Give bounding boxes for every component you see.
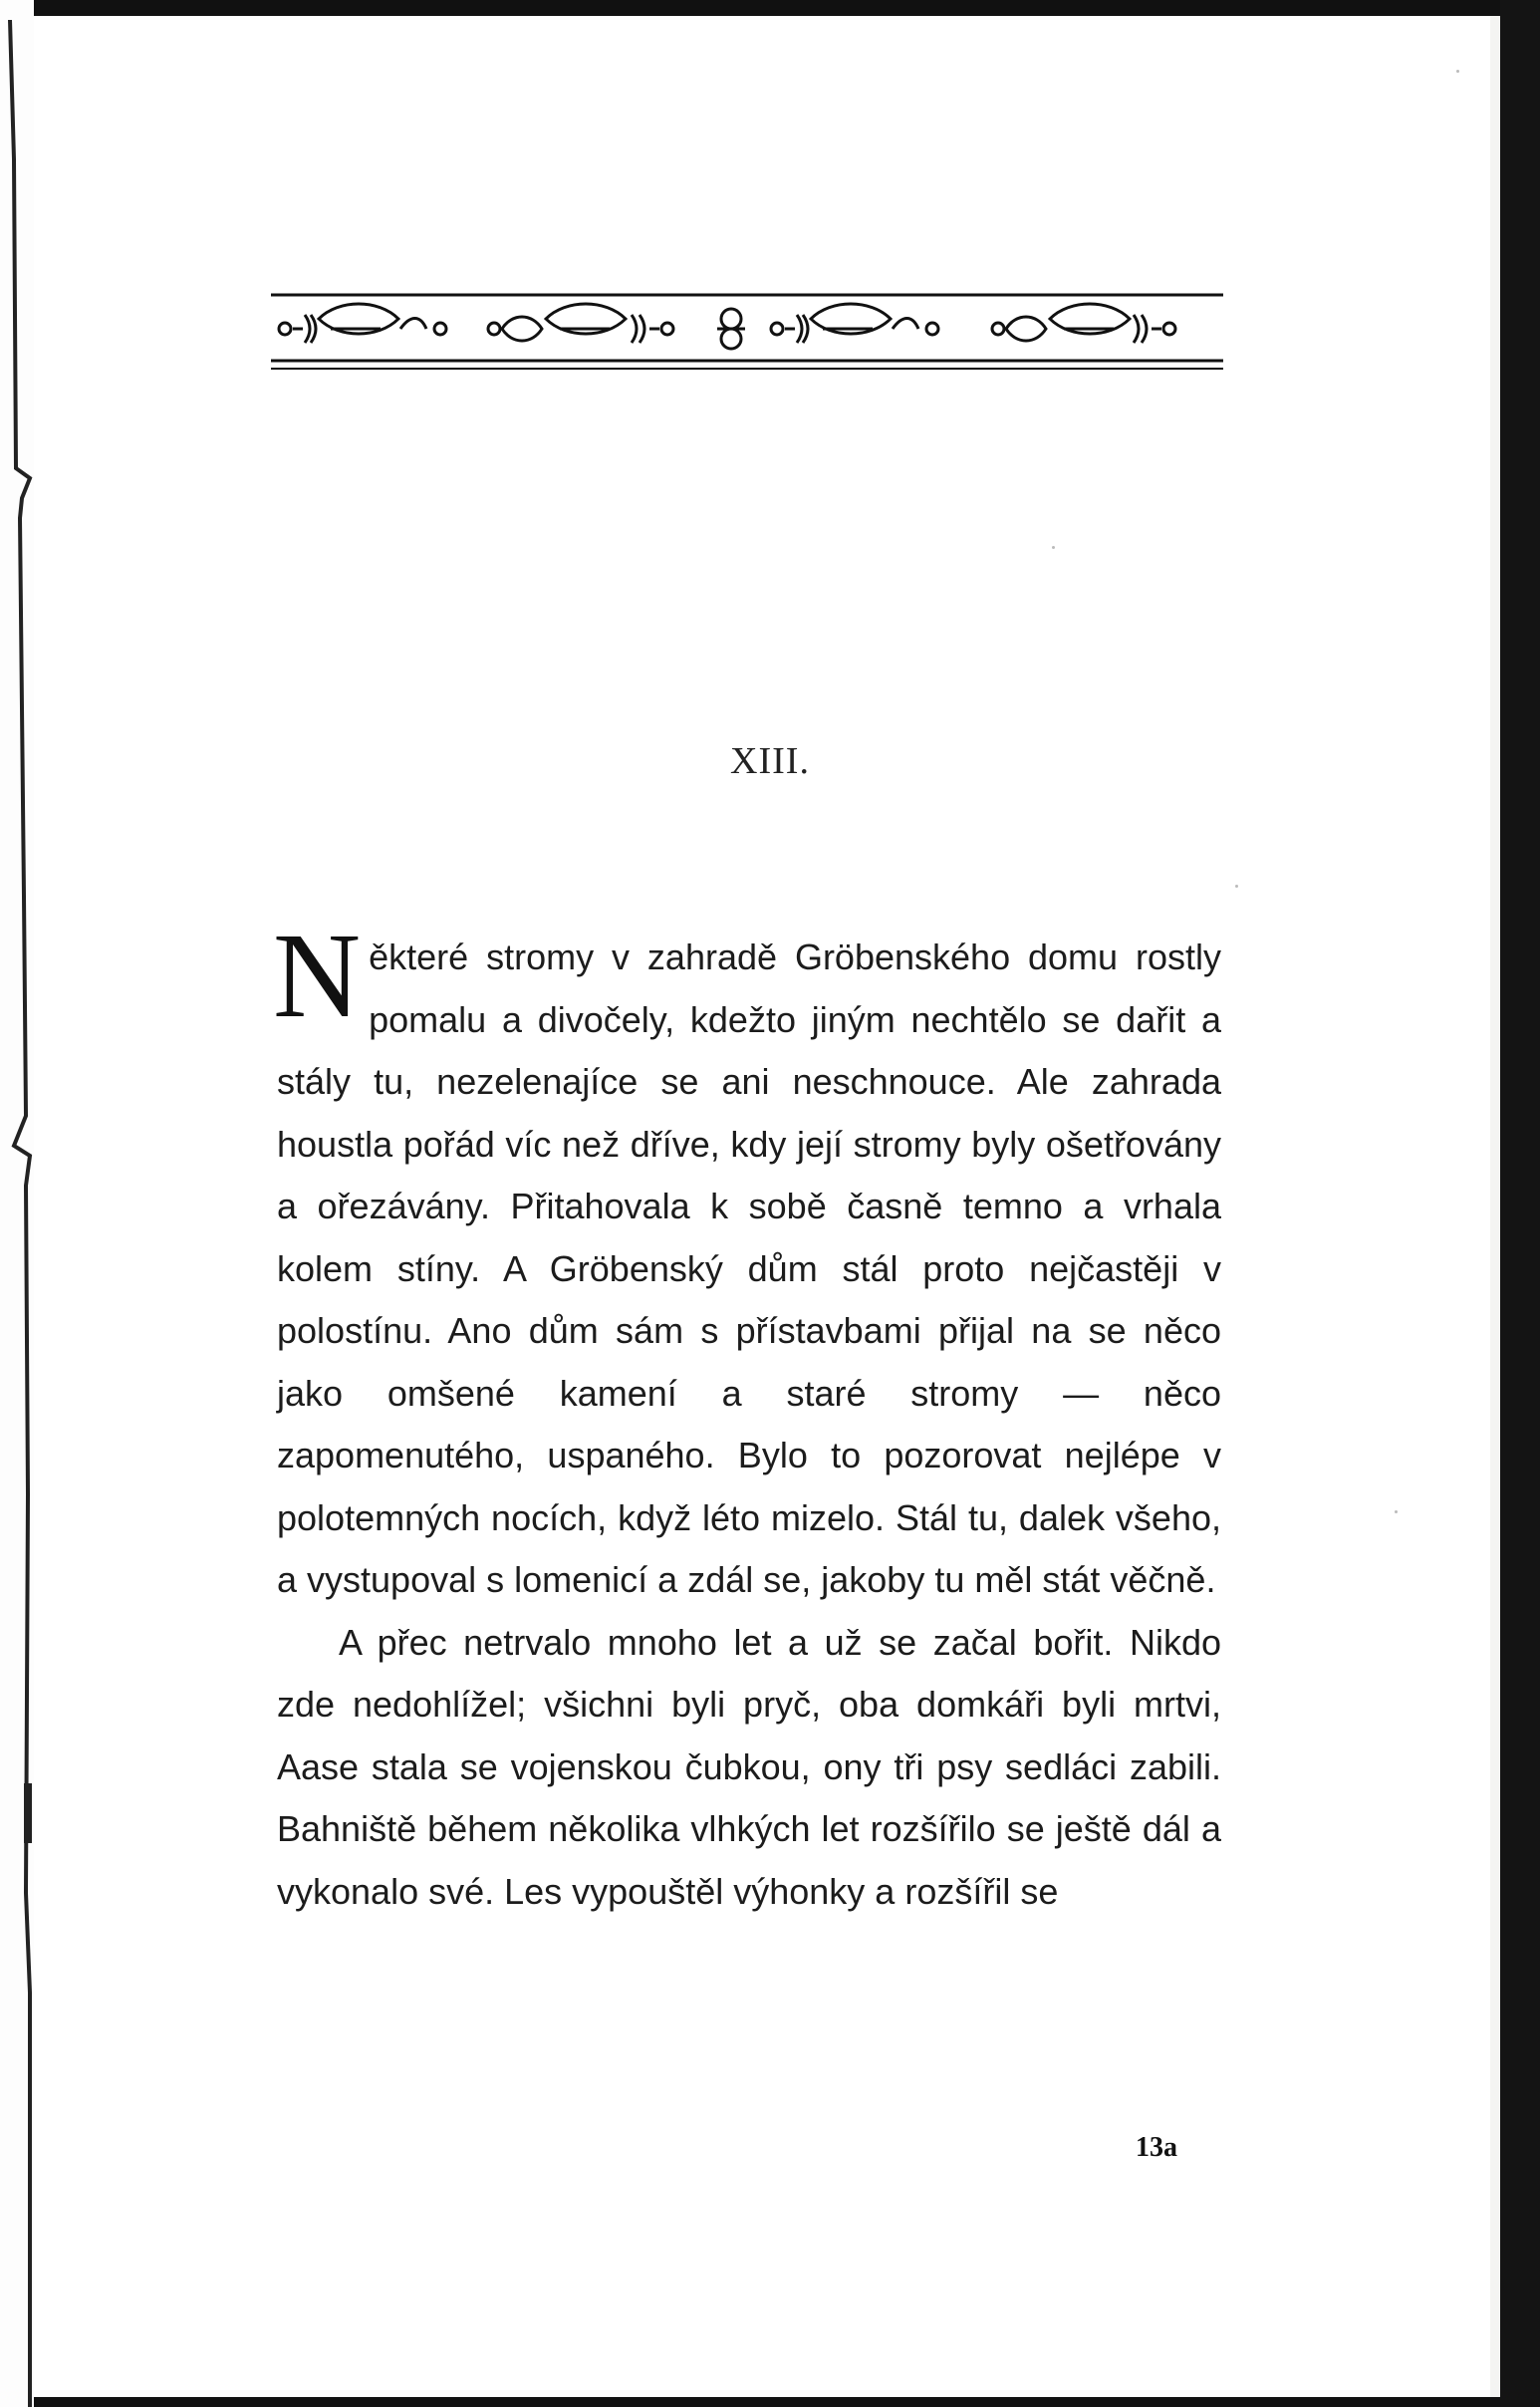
paragraph-1-text: ěkteré stromy v zahradě Gröbenského domu rostly pomalu a divočely, kdežto jiným nechtělo se dařit a stály tu, nezelenajíce se ani neschnouce. Ale zahrada houstla pořád víc než dříve, kdy její stromy byly ošetřovány a ořezávány. Přitahovala k sobě časně temno a vrhala kolem stíny. A Gröbenský dům stál proto nejčastěji v polostínu. Ano dům sám s přístavbami přijal na se něco jako omšené kamení a staré stromy — něco zapomenutého, uspaného. Bylo to pozorovat nejlépe v polotemných nocích, když léto mizelo. Stál tu, dalek všeho, a vystupoval s lomenicí a zdál se, jakoby tu měl stát věčně. [277, 936, 1221, 1600]
signature-mark: 13a [1136, 2132, 1177, 2163]
decorative-headpiece [271, 289, 1223, 379]
page-spine [0, 0, 34, 2407]
scan-right-edge [1500, 0, 1540, 2407]
scan-speck [1235, 885, 1238, 888]
scan-speck [1456, 70, 1459, 73]
scan-speck [1395, 1510, 1398, 1513]
drop-cap: N [273, 909, 362, 1043]
paragraph-1 [273, 909, 1221, 1612]
scan-top-edge [0, 0, 1540, 16]
body-text [273, 909, 1221, 1923]
scan-bottom-edge [0, 2397, 1540, 2407]
paragraph-2: A přec netrvalo mnoho let a už se začal bořit. Nikdo zde nedohlížel; všichni byli pryč, oba domkáři byli mrtvi, Aase stala se vojenskou čubkou, ony tři psy sedláci zabili. Bahniště během několika vlhkých let rozšířilo se ještě dál a vykonalo své. Les vypouštěl výhonky a rozšířil se [277, 1621, 1221, 1912]
page-right-margin [1490, 16, 1500, 2397]
chapter-heading: XIII. [730, 740, 810, 782]
scan-speck [1052, 546, 1055, 549]
